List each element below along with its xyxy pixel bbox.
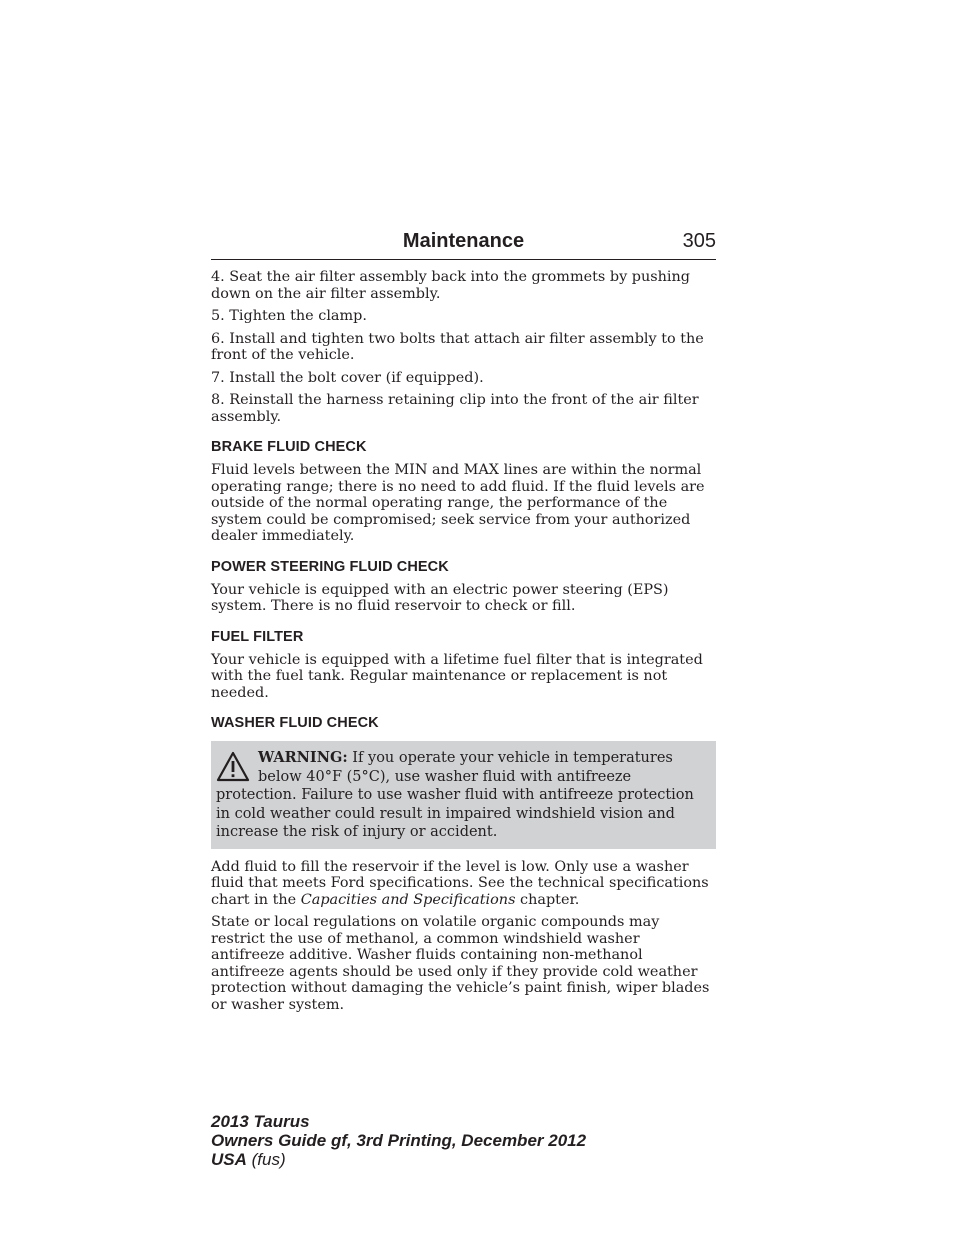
power-steering-text: Your vehicle is equipped with an electric power steering (EPS) system. There is no fluid reservoir to check or fill. xyxy=(211,581,669,614)
fuel-filter-heading: FUEL FILTER xyxy=(211,628,304,645)
footer-guide: Owners Guide gf, 3rd Printing, December 2012 xyxy=(211,1131,587,1150)
section-title: Maintenance xyxy=(402,230,525,252)
step-item: 8. Reinstall the harness retaining clip into the front of the air filter assembly. xyxy=(211,392,699,425)
washer-para-text-end: chapter. xyxy=(515,891,580,908)
footer-model: 2013 Taurus xyxy=(211,1112,310,1131)
power-steering-heading: POWER STEERING FLUID CHECK xyxy=(211,558,449,575)
step-item: 4. Seat the air filter assembly back into the grommets by pushing down on the air filter assembly. xyxy=(211,269,690,302)
page-footer xyxy=(211,1112,586,1169)
washer-para-text: Add fluid to fill the reservoir if the level is low. Only use a washer fluid that meets Ford specifications. See the technical specifications chart in the xyxy=(211,858,709,908)
page-number: 305 xyxy=(682,230,716,252)
chapter-reference: Capacities and Specifications xyxy=(300,891,516,908)
washer-fluid-heading: WASHER FLUID CHECK xyxy=(211,715,379,731)
brake-fluid-heading: BRAKE FLUID CHECK xyxy=(211,439,367,455)
brake-fluid-text: Fluid levels between the MIN and MAX lines are within the normal operating range; there is no need to add fluid. If the fluid levels are outside of the normal operating range, the performance of the system could be compromised; seek service from your authorized dealer immediately. xyxy=(211,462,705,544)
washer-fluid-paragraph xyxy=(211,859,716,909)
page-content xyxy=(211,269,716,1019)
footer-country: USA xyxy=(211,1150,247,1169)
warning-triangle-icon xyxy=(216,751,250,783)
warning-box xyxy=(211,741,716,849)
page-header xyxy=(211,229,716,260)
warning-text: If you operate your vehicle in temperatures below 40°F (5°C), use washer fluid with antifreeze protection. Failure to use washer fluid with antifreeze protection in cold weather could result in impaired windshield vision and increase the risk of injury or accident. xyxy=(216,750,694,841)
footer-code: (fus) xyxy=(246,1150,286,1169)
washer-regulations-paragraph: State or local regulations on volatile organic compounds may restrict the use of methanol, a common windshield washer antifreeze additive. Washer fluids containing non-methanol antifreeze agents should be used only if they provide cold weather protection without damaging the vehicle’s paint finish, wiper blades or washer system. xyxy=(211,914,710,1013)
warning-label: WARNING: xyxy=(258,749,348,766)
step-item: 6. Install and tighten two bolts that attach air filter assembly to the front of the vehicle. xyxy=(211,330,704,363)
fuel-filter-text: Your vehicle is equipped with a lifetime fuel filter that is integrated with the fuel tank. Regular maintenance or replacement is not needed. xyxy=(211,651,703,701)
step-item: 7. Install the bolt cover (if equipped). xyxy=(211,369,484,386)
step-item: 5. Tighten the clamp. xyxy=(211,308,367,324)
footer-region xyxy=(211,1150,586,1169)
